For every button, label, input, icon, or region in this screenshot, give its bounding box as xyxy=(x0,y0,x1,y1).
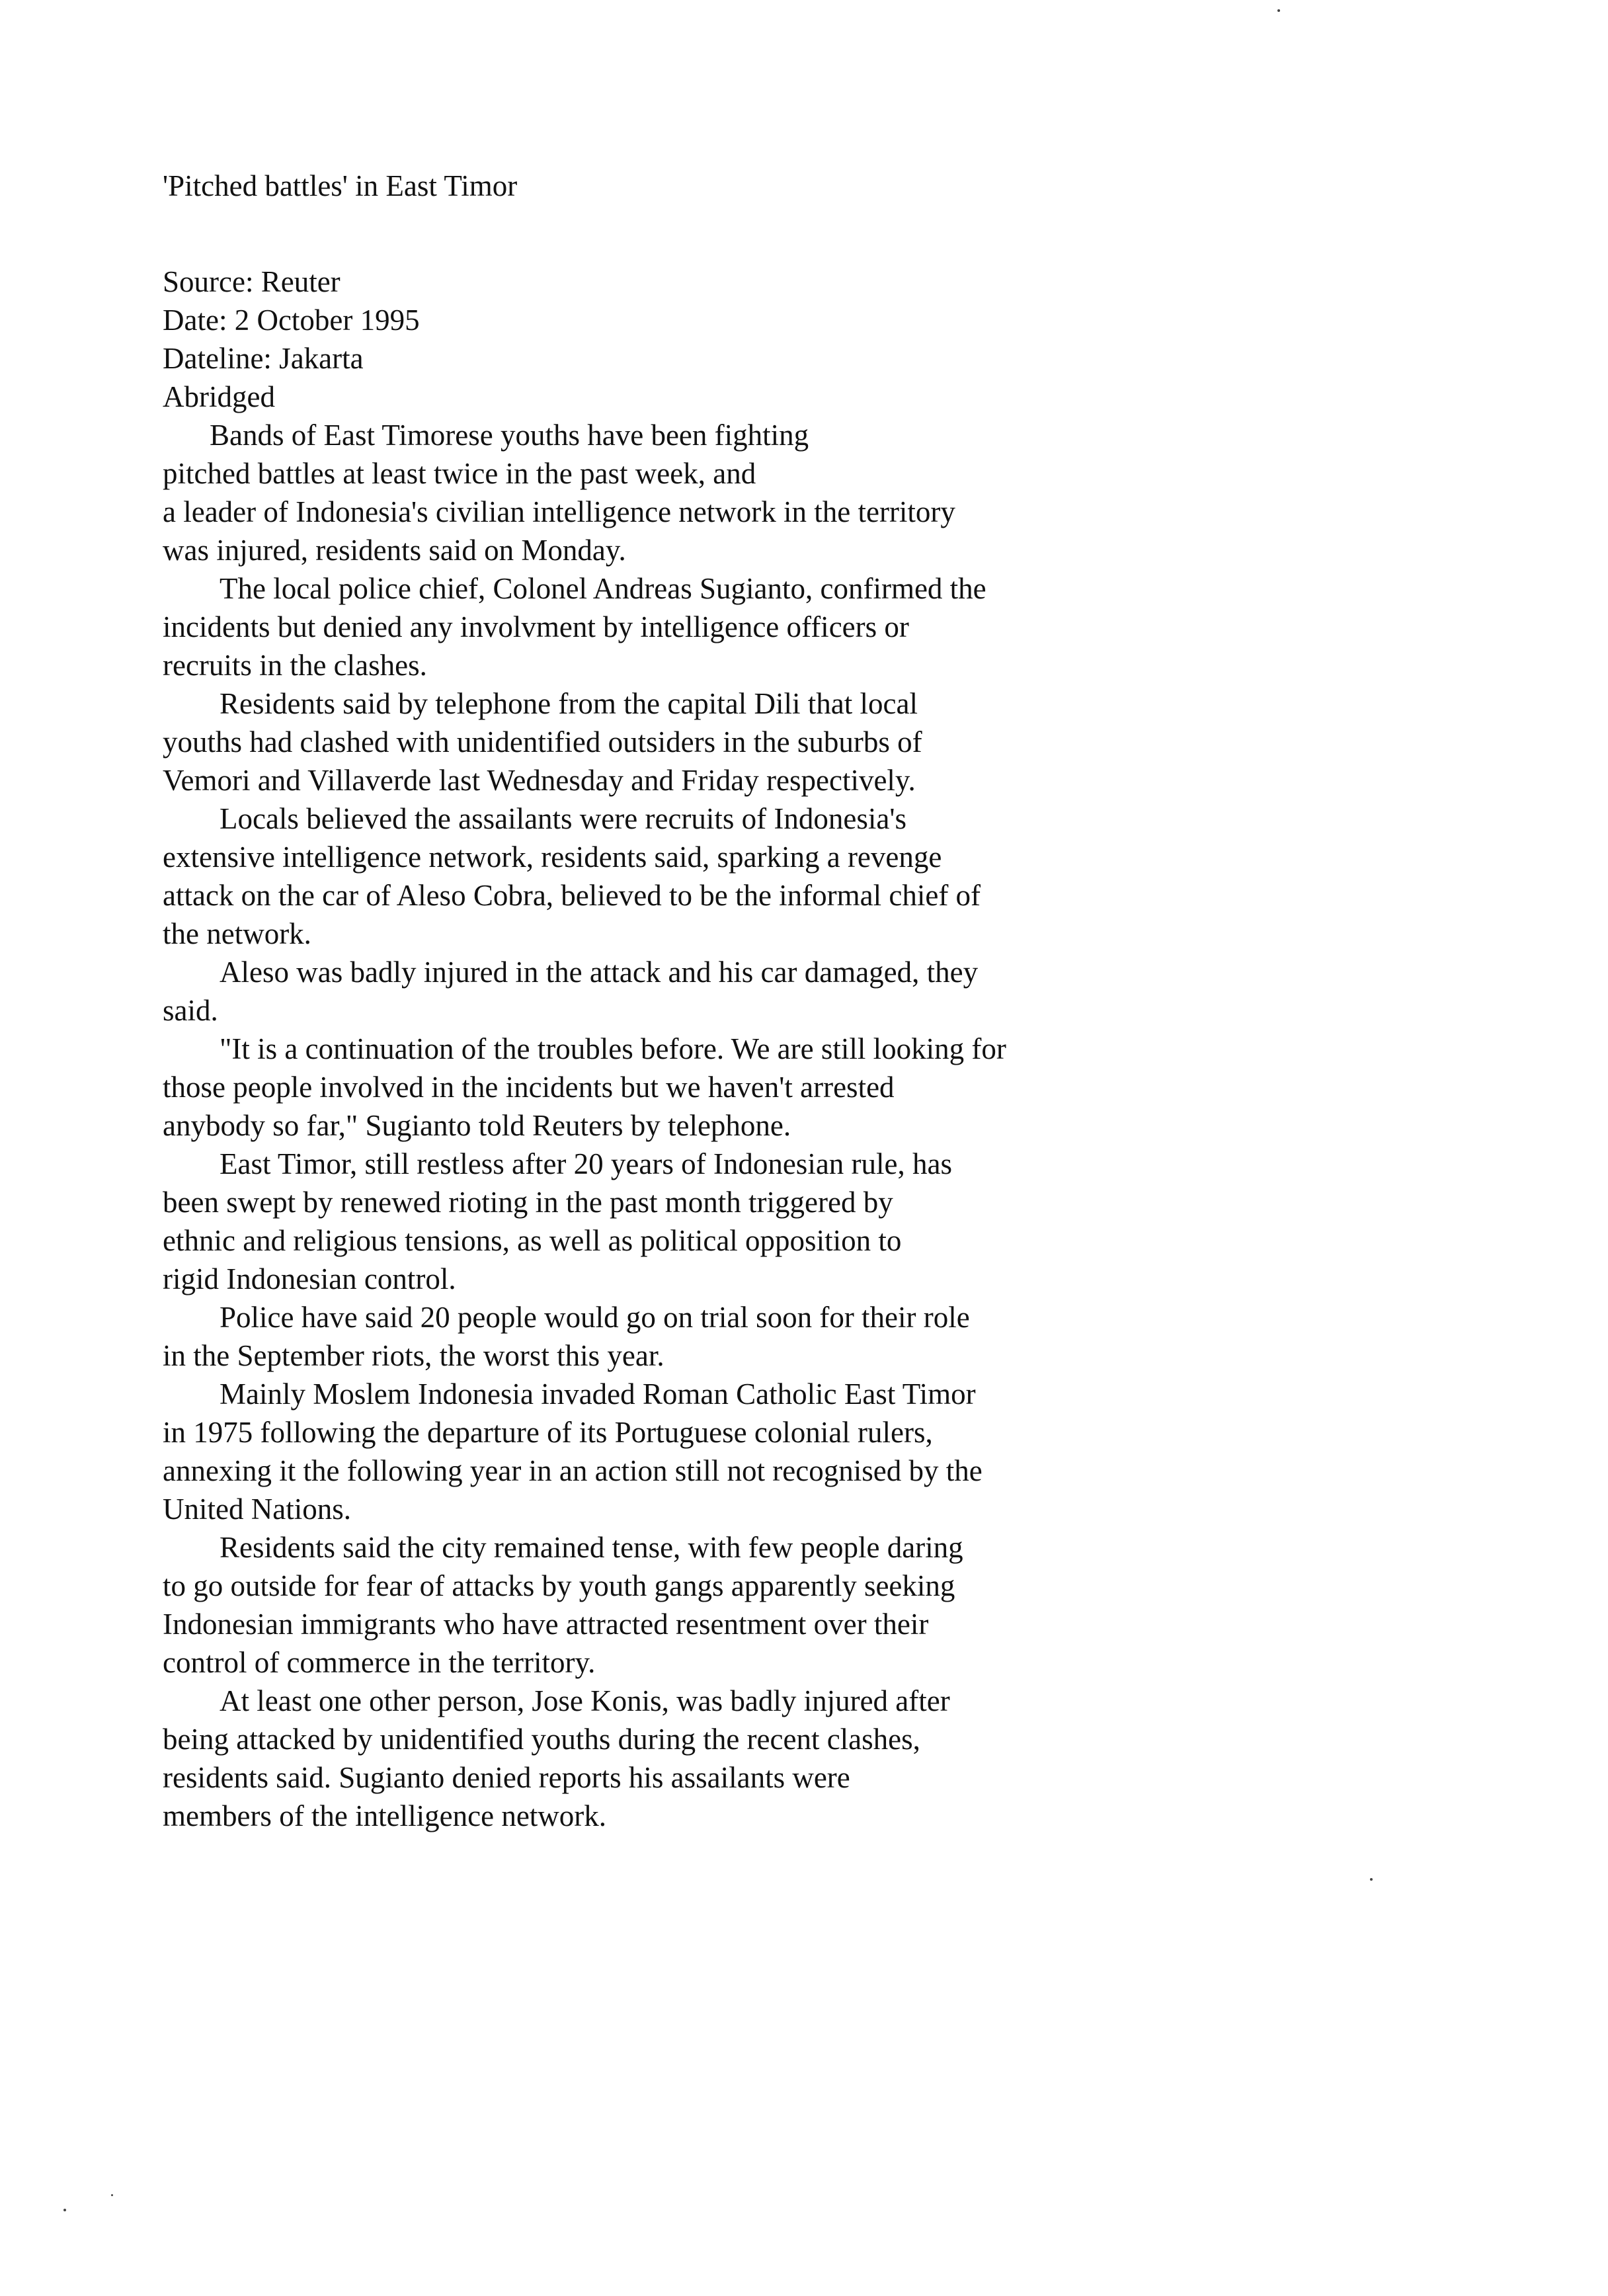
scan-speck xyxy=(111,2194,113,2196)
paragraph-line: anybody so far," Sugianto told Reuters by telephone. xyxy=(163,1109,791,1142)
paragraph-line: East Timor, still restless after 20 years of Indonesian rule, has xyxy=(220,1147,952,1180)
paragraph-line: At least one other person, Jose Konis, was badly injured after xyxy=(220,1684,950,1717)
paragraph-line: ethnic and religious tensions, as well as political opposition to xyxy=(163,1224,902,1257)
paragraph-line: pitched battles at least twice in the past week, and xyxy=(163,457,756,490)
dateline-line: Dateline: Jakarta xyxy=(163,342,364,375)
paragraph-line: those people involved in the incidents but we haven't arrested xyxy=(163,1071,895,1104)
paragraph-line: incidents but denied any involvment by intelligence officers or xyxy=(163,610,909,643)
paragraph-line: youths had clashed with unidentified outsiders in the suburbs of xyxy=(163,725,922,758)
scan-speck xyxy=(1370,1878,1373,1881)
paragraph-line: members of the intelligence network. xyxy=(163,1799,607,1832)
paragraph-line: said. xyxy=(163,994,218,1027)
paragraph-line: to go outside for fear of attacks by youth gangs apparently seeking xyxy=(163,1569,955,1602)
paragraph-line: residents said. Sugianto denied reports his assailants were xyxy=(163,1761,850,1794)
paragraph-line: control of commerce in the territory. xyxy=(163,1646,596,1679)
paragraph-line: recruits in the clashes. xyxy=(163,649,427,682)
paragraph-line: rigid Indonesian control. xyxy=(163,1262,456,1295)
paragraph-line: "It is a continuation of the troubles before. We are still looking for xyxy=(220,1032,1006,1065)
paragraph-line: being attacked by unidentified youths during the recent clashes, xyxy=(163,1723,920,1756)
scan-speck xyxy=(1277,9,1280,12)
paragraph xyxy=(163,1682,1419,1835)
paragraph-line: United Nations. xyxy=(163,1493,351,1526)
paragraph-line: Aleso was badly injured in the attack and his car damaged, they xyxy=(220,956,979,989)
paragraph-line: Mainly Moslem Indonesia invaded Roman Catholic East Timor xyxy=(220,1377,976,1411)
paragraph xyxy=(163,684,1419,800)
paragraph xyxy=(163,1298,1419,1375)
paragraph-line: Bands of East Timorese youths have been fighting xyxy=(210,419,809,452)
article xyxy=(163,167,1419,1835)
paragraph-line: Police have said 20 people would go on trial soon for their role xyxy=(220,1301,970,1334)
article-title: 'Pitched battles' in East Timor xyxy=(163,169,518,202)
paragraph xyxy=(163,569,1419,684)
paragraph-line: the network. xyxy=(163,917,311,950)
paragraph-line: Indonesian immigrants who have attracted resentment over their xyxy=(163,1608,929,1641)
paragraph-line: in the September riots, the worst this year. xyxy=(163,1339,664,1372)
paragraph-line: Vemori and Villaverde last Wednesday and Friday respectively. xyxy=(163,764,916,797)
paragraph-line: Residents said the city remained tense, with few people daring xyxy=(220,1531,963,1564)
abridged-note: Abridged xyxy=(163,380,275,413)
paragraph xyxy=(163,800,1419,953)
date-line: Date: 2 October 1995 xyxy=(163,304,420,337)
scan-speck xyxy=(63,2209,66,2211)
paragraph xyxy=(163,416,1419,569)
paragraph-line: a leader of Indonesia's civilian intelligence network in the territory xyxy=(163,495,955,528)
paragraph-line: annexing it the following year in an action still not recognised by the xyxy=(163,1454,983,1487)
paragraph-line: attack on the car of Aleso Cobra, believed to be the informal chief of xyxy=(163,879,981,912)
paragraph-line: was injured, residents said on Monday. xyxy=(163,534,626,567)
paragraph-line: in 1975 following the departure of its Portuguese colonial rulers, xyxy=(163,1416,933,1449)
paragraph xyxy=(163,1145,1419,1298)
paragraph-line: The local police chief, Colonel Andreas Sugianto, confirmed the xyxy=(220,572,986,605)
paragraph xyxy=(163,1528,1419,1682)
paragraph xyxy=(163,1375,1419,1528)
paragraph-line: Residents said by telephone from the capital Dili that local xyxy=(220,687,918,720)
paragraph xyxy=(163,1030,1419,1145)
paragraph-line: Locals believed the assailants were recruits of Indonesia's xyxy=(220,802,906,835)
paragraph xyxy=(163,953,1419,1030)
source-line: Source: Reuter xyxy=(163,265,341,298)
paragraph-line: extensive intelligence network, residents said, sparking a revenge xyxy=(163,840,942,874)
paragraph-line: been swept by renewed rioting in the past month triggered by xyxy=(163,1186,893,1219)
